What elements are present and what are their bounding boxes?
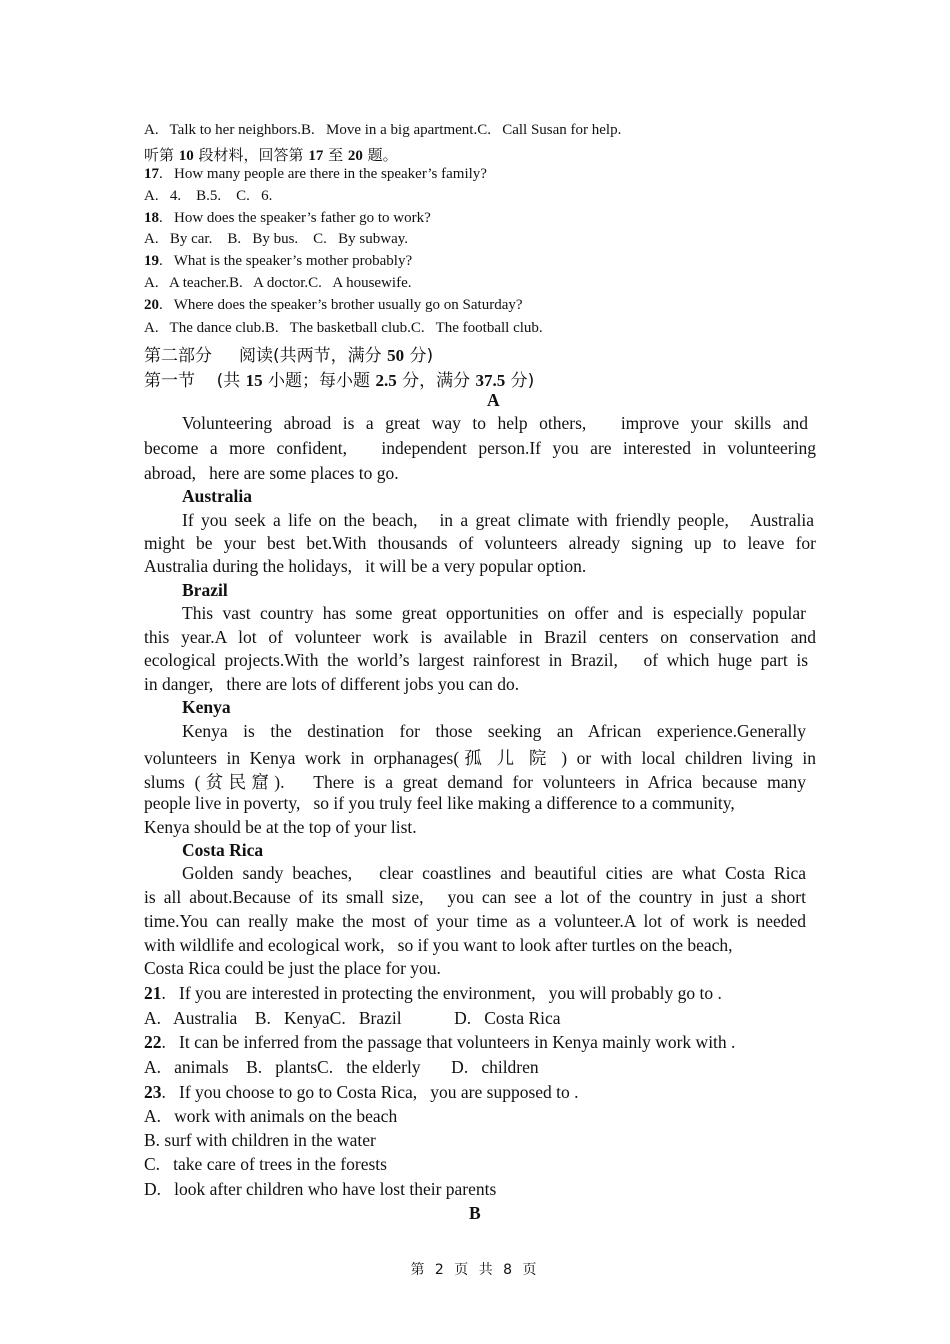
costa-rica-line-4: with wildlife and ecological work, so if you want to look after turtles on the beach, bbox=[144, 935, 733, 955]
costa-rica-line-2: is all about.Because of its small size, you can see a lot of the country in just a short bbox=[144, 887, 806, 907]
brazil-line-1: This vast country has some great opportunities on offer and is especially popular bbox=[182, 603, 806, 623]
brazil-line-3: ecological projects.With the world’s largest rainforest in Brazil, of which huge part is bbox=[144, 650, 808, 670]
question-20-options: A. The dance club.B. The basketball club.C. The football club. bbox=[144, 320, 543, 336]
costa-rica-line-1: Golden sandy beaches, clear coastlines and beautiful cities are what Costa Rica bbox=[182, 863, 806, 883]
question-23: 23. If you choose to go to Costa Rica, you are supposed to . bbox=[144, 1082, 579, 1102]
australia-line-1: If you seek a life on the beach, in a great climate with friendly people, Australia bbox=[182, 510, 814, 530]
question-22-options: A. animals B. plantsC. the elderly D. children bbox=[144, 1057, 539, 1077]
intro-line-1: Volunteering abroad is a great way to help others, improve your skills and bbox=[182, 413, 808, 433]
kenya-line-2: volunteers in Kenya work in orphanages(孤 儿 院 ) or with local children living in bbox=[144, 748, 816, 768]
question-18-options: A. By car. B. By bus. C. By subway. bbox=[144, 231, 409, 247]
costa-rica-title: Costa Rica bbox=[182, 840, 264, 860]
intro-line-3: abroad, here are some places to go. bbox=[144, 463, 399, 483]
question-19-options: A. A teacher.B. A doctor.C. A housewife. bbox=[144, 275, 412, 291]
question-20: 20. Where does the speaker’s brother usually go on Saturday? bbox=[144, 297, 523, 313]
question-23-option-c: C. take care of trees in the forests bbox=[144, 1154, 387, 1174]
brazil-title: Brazil bbox=[182, 580, 228, 600]
kenya-line-1: Kenya is the destination for those seeking an African experience.Generally bbox=[182, 721, 806, 741]
question-23-option-d: D. look after children who have lost their parents bbox=[144, 1179, 497, 1199]
question-17: 17. How many people are there in the speaker’s family? bbox=[144, 166, 487, 182]
question-23-option-b: B. surf with children in the water bbox=[144, 1130, 376, 1150]
costa-rica-line-5: Costa Rica could be just the place for you. bbox=[144, 958, 441, 978]
australia-line-2: might be your best bet.With thousands of volunteers already signing up to leave for bbox=[144, 533, 816, 553]
section1-heading: 第一节 (共 15 小题；每小题 2.5 分，满分 37.5 分) bbox=[144, 371, 535, 391]
question-21: 21. If you are interested in protecting the environment, you will probably go to . bbox=[144, 983, 722, 1003]
part2-heading: 第二部分 阅读(共两节，满分 50 分) bbox=[144, 346, 434, 366]
brazil-line-4: in danger, there are lots of different jobs you can do. bbox=[144, 674, 520, 694]
australia-title: Australia bbox=[182, 486, 252, 506]
page-number-footer: 第 2 页 共 8 页 bbox=[410, 1262, 540, 1278]
question-19: 19. What is the speaker’s mother probably? bbox=[144, 253, 413, 269]
kenya-line-4: people live in poverty, so if you truly feel like making a difference to a community, bbox=[144, 793, 735, 813]
costa-rica-line-3: time.You can really make the most of your time as a volunteer.A lot of work is needed bbox=[144, 911, 806, 931]
question-18: 18. How does the speaker’s father go to work? bbox=[144, 210, 431, 226]
question-17-options: A. 4. B.5. C. 6. bbox=[144, 188, 273, 204]
q16-options: A. Talk to her neighbors.B. Move in a big apartment.C. Call Susan for help. bbox=[144, 122, 622, 138]
kenya-line-5: Kenya should be at the top of your list. bbox=[144, 817, 417, 837]
listening-section10-instruction: 听第 10 段材料，回答第 17 至 20 题。 bbox=[144, 146, 398, 164]
intro-line-2: become a more confident, independent person.If you are interested in volunteering bbox=[144, 438, 816, 458]
question-23-option-a: A. work with animals on the beach bbox=[144, 1106, 398, 1126]
kenya-line-3: slums (贫民窟). There is a great demand for volunteers in Africa because many bbox=[144, 772, 806, 792]
kenya-title: Kenya bbox=[182, 697, 231, 717]
australia-line-3: Australia during the holidays, it will be a very popular option. bbox=[144, 556, 587, 576]
brazil-line-2: this year.A lot of volunteer work is available in Brazil centers on conservation and bbox=[144, 627, 816, 647]
question-21-options: A. Australia B. KenyaC. Brazil D. Costa Rica bbox=[144, 1008, 561, 1028]
passage-b-label: B bbox=[469, 1203, 481, 1223]
passage-a-label: A bbox=[487, 390, 500, 410]
question-22: 22. It can be inferred from the passage that volunteers in Kenya mainly work with . bbox=[144, 1032, 736, 1052]
